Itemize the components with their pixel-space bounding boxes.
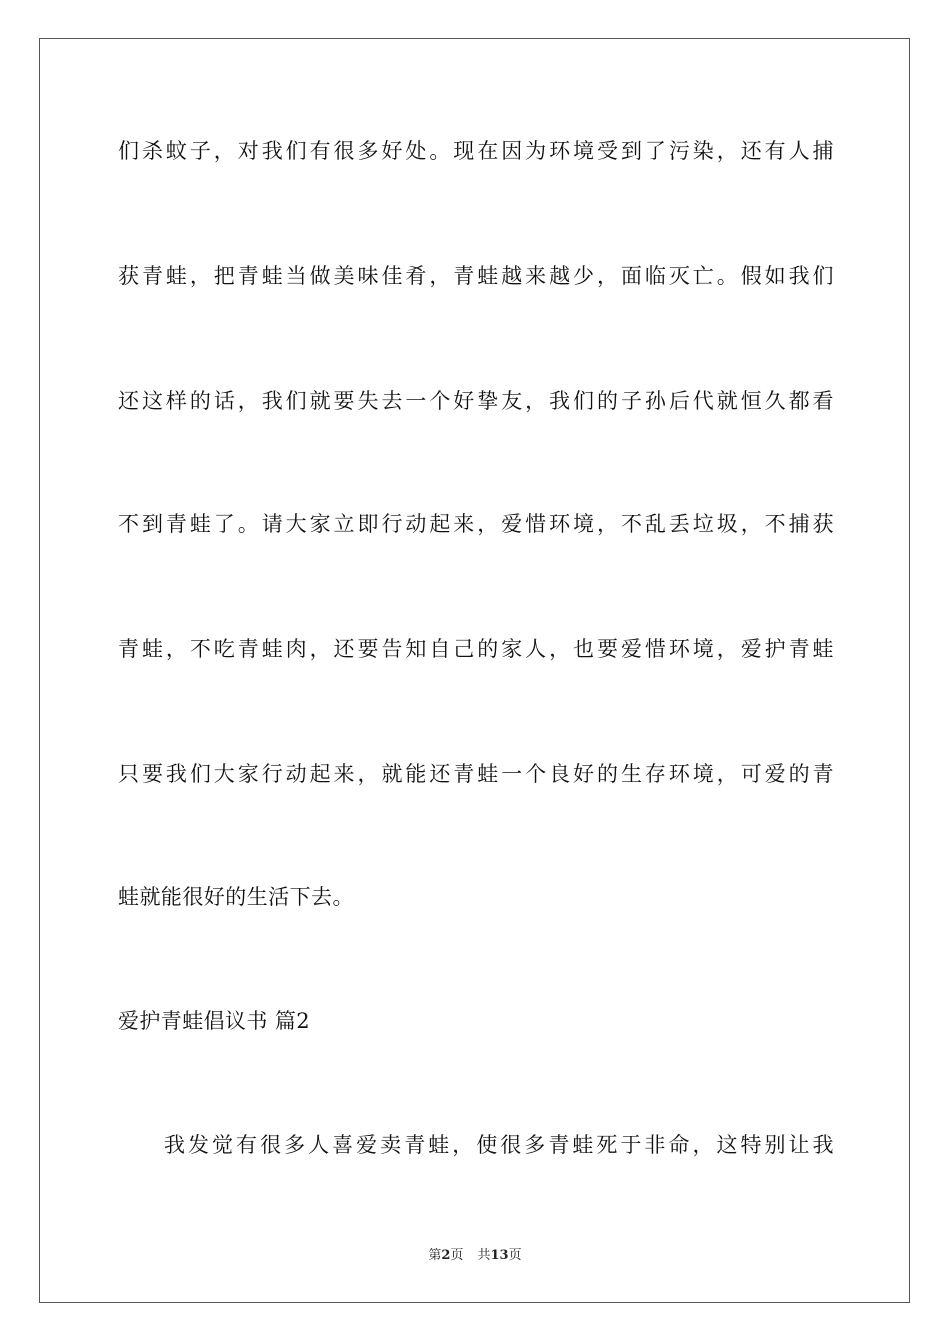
section-heading: 爱护青蛙倡议书 篇2 — [118, 1009, 311, 1033]
total-pages: 13 — [490, 1248, 509, 1263]
page-number: 2 — [441, 1248, 451, 1263]
paragraph-line-6: 只要我们大家行动起来，就能还青蛙一个良好的生存环境，可爱的青 — [118, 762, 834, 786]
paragraph-line-2: 获青蛙，把青蛙当做美味佳肴，青蛙越来越少，面临灭亡。假如我们 — [118, 264, 834, 288]
paragraph-line-7: 蛙就能很好的生活下去。 — [118, 885, 354, 909]
paragraph-line-3: 还这样的话，我们就要失去一个好挚友，我们的子孙后代就恒久都看 — [118, 389, 834, 413]
page-footer — [0, 1247, 950, 1265]
page-prefix: 第 — [428, 1248, 442, 1263]
paragraph-line-5: 青蛙，不吃青蛙肉，还要告知自己的家人，也要爱惜环境，爱护青蛙 — [118, 637, 834, 661]
paragraph-line-4: 不到青蛙了。请大家立即行动起来，爱惜环境，不乱丢垃圾，不捕获 — [118, 512, 834, 536]
next-paragraph-line-1: 我发觉有很多人喜爱卖青蛙，使很多青蛙死于非命，这特别让我 — [164, 1133, 834, 1157]
paragraph-line-1: 们杀蚊子，对我们有很多好处。现在因为环境受到了污染，还有人捕 — [118, 139, 834, 163]
total-prefix: 共 — [477, 1248, 491, 1263]
total-suffix: 页 — [508, 1248, 522, 1263]
page-border — [39, 38, 910, 1303]
page-suffix: 页 — [450, 1248, 464, 1263]
